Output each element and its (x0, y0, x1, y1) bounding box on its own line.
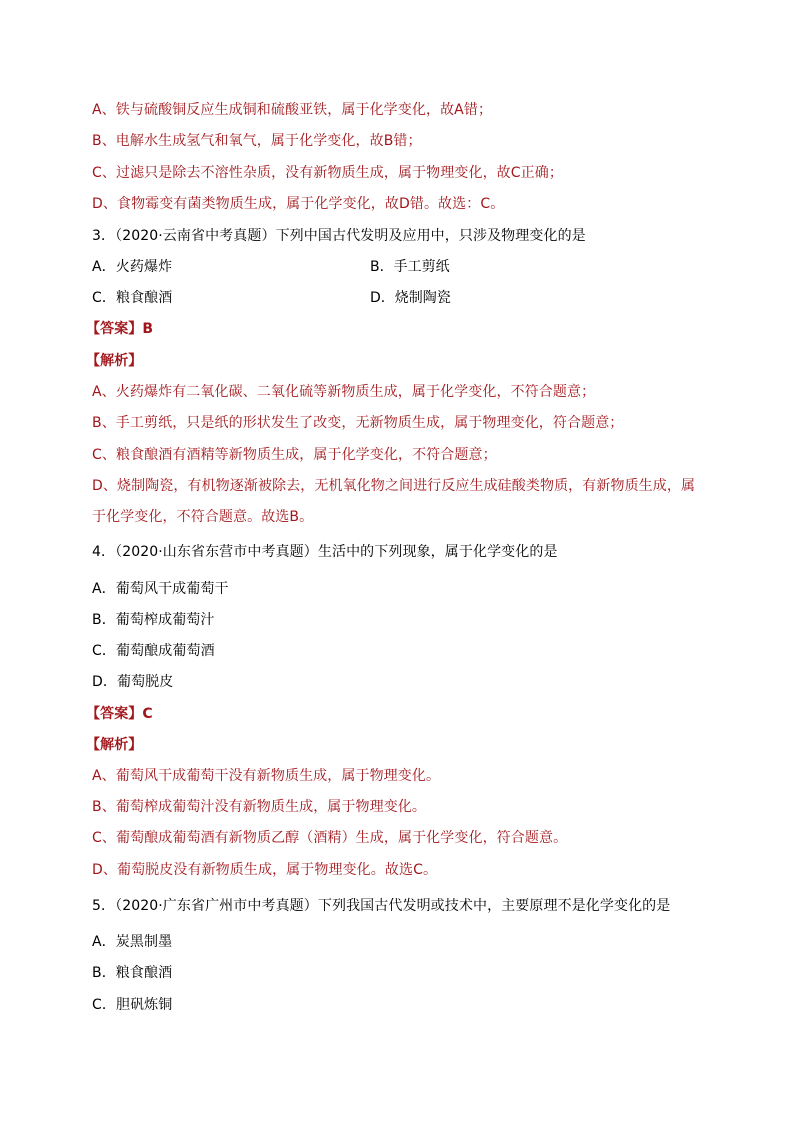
q4-option-c: C．葡萄酿成葡萄酒 (92, 643, 215, 659)
q4-option-a: A．葡萄风干成葡萄干 (92, 581, 229, 597)
q3-option-b: B．手工剪纸 (370, 259, 450, 275)
q4-analysis-d: D、葡萄脱皮没有新物质生成，属于物理变化。故选C。 (92, 862, 438, 878)
q4-analysis-b: B、葡萄榨成葡萄汁没有新物质生成，属于物理变化。 (92, 799, 427, 815)
q4-stem: 4．（2020·山东省东营市中考真题）生活中的下列现象，属于化学变化的是 (92, 544, 558, 560)
q3-analysis-b: B、手工剪纸，只是纸的形状发生了改变，无新物质生成，属于物理变化，符合题意； (92, 415, 624, 431)
q5-option-b: B．粮食酿酒 (92, 965, 173, 981)
q3-analysis-a: A、火药爆炸有二氧化碳、二氧化硫等新物质生成，属于化学变化，不符合题意； (92, 384, 596, 400)
q2-analysis-c: C、过滤只是除去不溶性杂质，没有新物质生成，属于物理变化，故C正确； (92, 165, 563, 181)
q3-analysis-label: 【解析】 (86, 353, 143, 369)
q4-analysis-c: C、葡萄酿成葡萄酒有新物质乙醇（酒精）生成，属于化学变化，符合题意。 (92, 830, 568, 846)
q4-option-b: B．葡萄榨成葡萄汁 (92, 612, 215, 628)
q3-analysis-d-line1: D、烧制陶瓷，有机物逐渐被除去，无机氧化物之间进行反应生成硅酸类物质，有新物质生成，属 (92, 478, 696, 494)
q5-option-c: C．胆矾炼铜 (92, 997, 173, 1013)
q3-stem: 3．（2020·云南省中考真题）下列中国古代发明及应用中，只涉及物理变化的是 (92, 228, 586, 244)
q2-analysis-b: B、电解水生成氢气和氧气，属于化学变化，故B错； (92, 133, 422, 149)
q4-analysis-label: 【解析】 (86, 737, 143, 753)
q5-option-a: A．炭黑制墨 (92, 934, 173, 950)
q3-analysis-d-line2: 于化学变化，不符合题意。故选B。 (92, 509, 314, 525)
q3-answer: 【答案】B (86, 321, 154, 337)
q2-analysis-d: D、食物霉变有菌类物质生成，属于化学变化，故D错。故选：C。 (92, 196, 505, 212)
q3-option-row-2 (92, 288, 172, 308)
q3-option-a: A．火药爆炸 (92, 259, 173, 275)
q3-option-c: C．粮食酿酒 (92, 290, 173, 306)
q3-analysis-c: C、粮食酿酒有酒精等新物质生成，属于化学变化，不符合题意； (92, 447, 497, 463)
q4-analysis-a: A、葡萄风干成葡萄干没有新物质生成，属于物理变化。 (92, 768, 441, 784)
q4-answer: 【答案】C (86, 706, 153, 722)
q2-analysis-a: A、铁与硫酸铜反应生成铜和硫酸亚铁，属于化学变化，故A错； (92, 102, 493, 118)
q3-option-d: D．烧制陶瓷 (370, 290, 451, 306)
q5-stem: 5．（2020·广东省广州市中考真题）下列我国古代发明或技术中，主要原理不是化学变化的是 (92, 898, 671, 914)
q3-option-row-1 (92, 257, 172, 277)
q4-option-d: D．葡萄脱皮 (92, 674, 174, 690)
